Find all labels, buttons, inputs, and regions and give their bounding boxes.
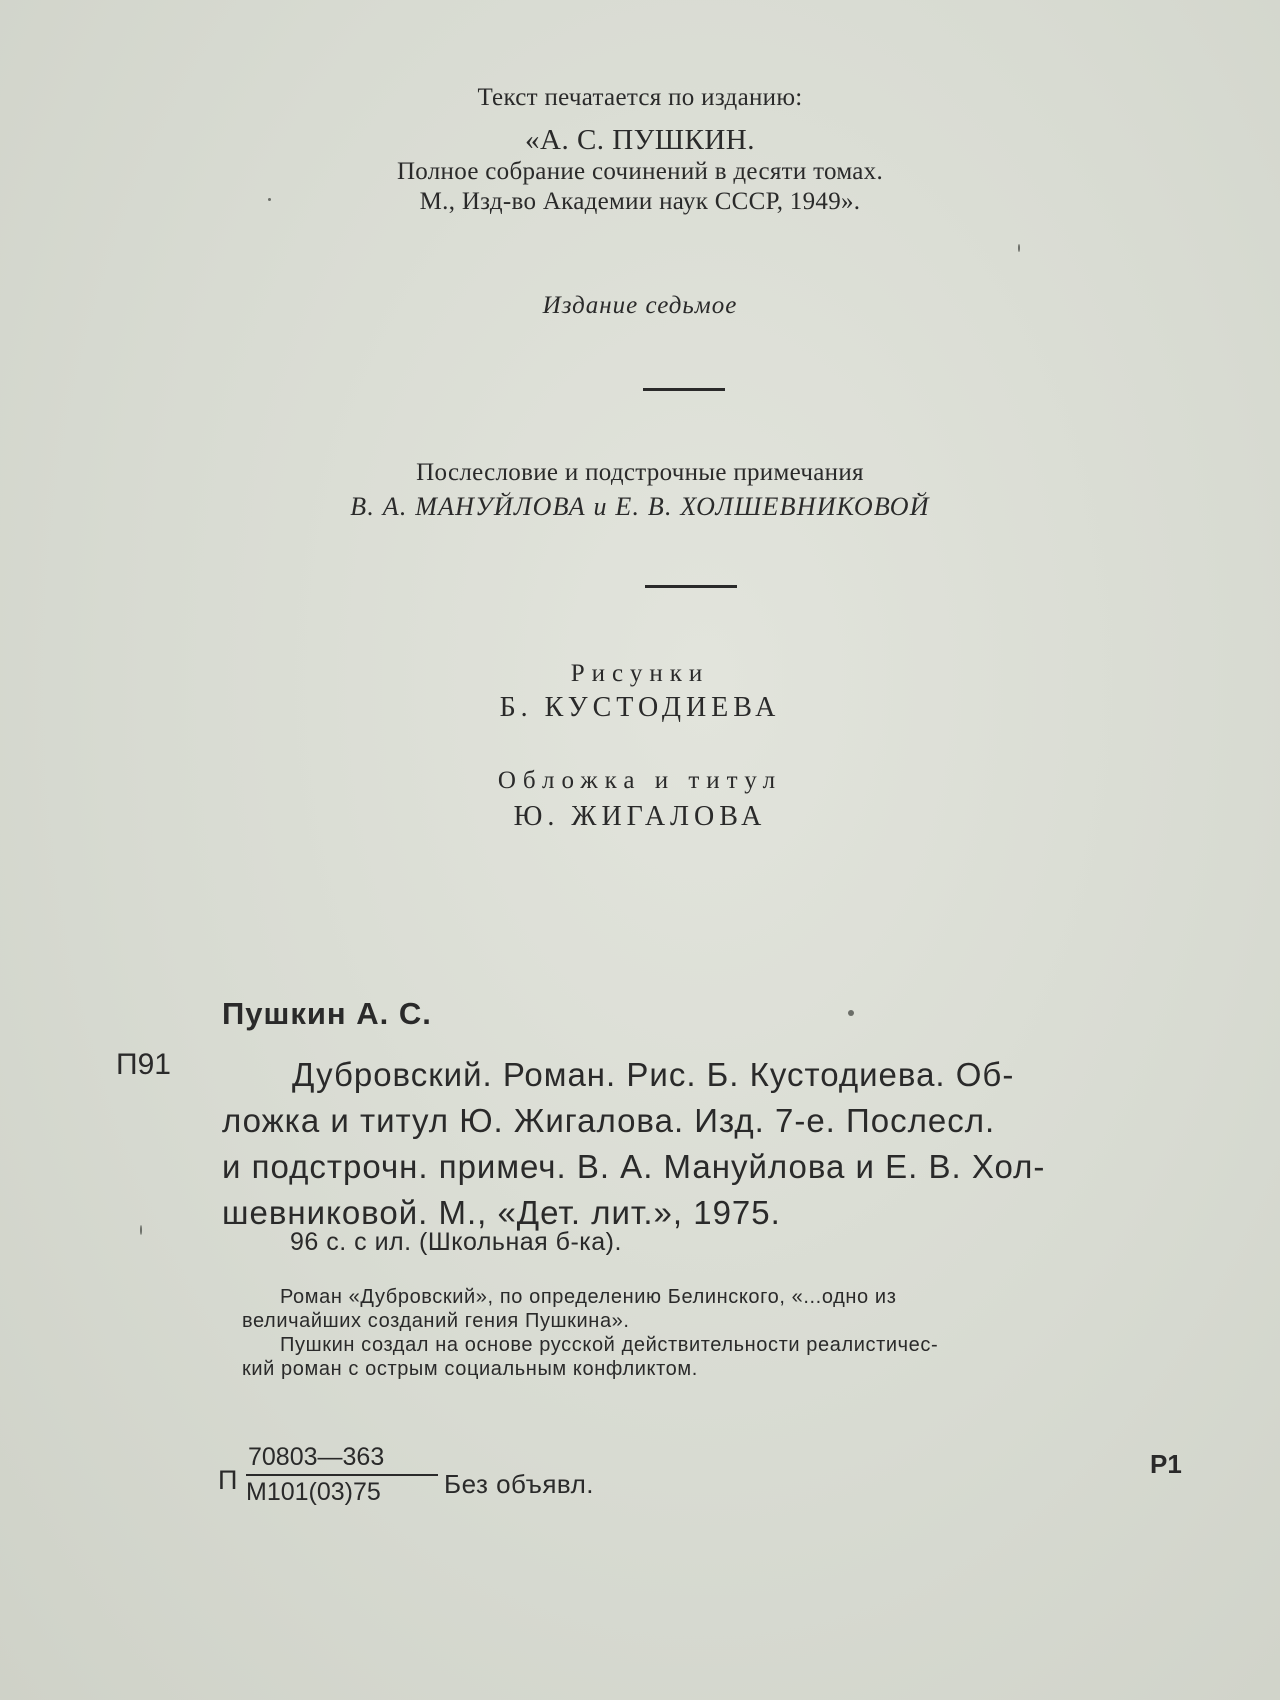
catalog-author: Пушкин А. С. [222,996,432,1031]
source-author: «А. С. ПУШКИН. [525,124,755,156]
index-numerator: 70803—363 [246,1443,438,1476]
divider [643,388,725,391]
annotation [242,1285,1182,1381]
call-number: П91 [116,1048,171,1081]
drawings-artist: Б. КУСТОДИЕВА [499,692,781,723]
source-imprint: М., Изд-во Академии наук СССР, 1949». [419,188,861,215]
afterword-names: В. А. МАНУЙЛОВА и Е. В. ХОЛШЕВНИКОВОЙ [350,492,930,521]
annotation-line: Пушкин создал на основе русской действительности реалистичес- [280,1334,939,1356]
paper-speck [1018,244,1020,252]
description-line: шевниковой. М., «Дет. лит.», 1975. [222,1194,781,1231]
source-title: Полное собрание сочинений в десяти томах. [396,158,884,185]
annotation-line: Роман «Дубровский», по определению Белинского, «...одно из [280,1286,897,1308]
catalog-description [222,1052,1177,1236]
cover-artist: Ю. ЖИГАЛОВА [513,801,767,832]
index-denominator: М101(03)75 [246,1478,381,1506]
divider [645,585,737,588]
index-prefix: П [218,1465,238,1495]
no-ads-note: Без объявл. [444,1469,595,1499]
paper-speck [140,1225,142,1235]
afterword-label: Послесловие и подстрочные примечания [416,459,864,486]
annotation-line: величайших созданий гения Пушкина». [242,1310,630,1332]
description-line: ложка и титул Ю. Жигалова. Изд. 7-е. Послесл. [222,1102,996,1139]
drawings-label: Рисунки [570,660,710,687]
cover-label: Обложка и титул [497,767,783,794]
paper-speck [268,198,271,201]
source-intro: Текст печатается по изданию: [477,84,803,111]
paper-speck [848,1010,854,1016]
description-line: и подстрочн. примеч. В. А. Мануйлова и Е. В. Хол- [222,1148,1046,1185]
price-code: Р1 [1150,1449,1182,1479]
page-count: 96 с. с ил. (Школьная б-ка). [290,1228,622,1256]
annotation-line: кий роман с острым социальным конфликтом. [242,1358,698,1380]
description-line: Дубровский. Роман. Рис. Б. Кустодиева. Об- [292,1056,1015,1093]
edition-note: Издание седьмое [542,292,738,319]
index-fraction [246,1443,438,1507]
